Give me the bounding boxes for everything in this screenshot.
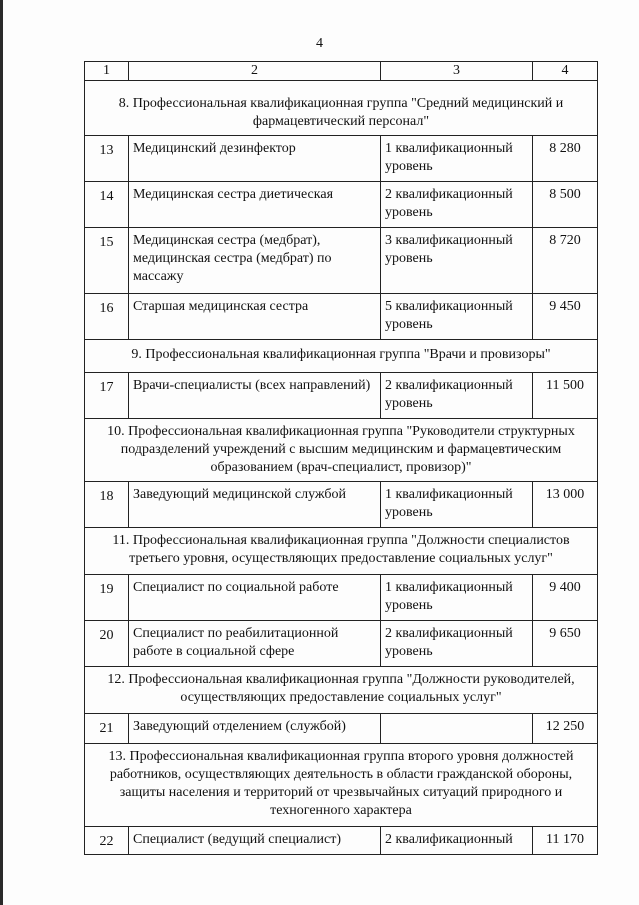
position-name: Старшая медицинская сестра <box>129 294 381 340</box>
table-row <box>85 714 598 744</box>
qualification-level: 2 квалификационный уровень <box>381 182 533 228</box>
position-name: Специалист по социальной работе <box>129 575 381 621</box>
group-row <box>85 340 598 373</box>
salary-value: 11 170 <box>533 827 598 855</box>
position-name: Медицинская сестра диетическая <box>129 182 381 228</box>
row-number: 13 <box>85 136 129 182</box>
group-title: 11. Профессиональная квалификационная группа "Должности специалистов третьего уровня, осуществляющих предоставление социальных услуг" <box>85 528 598 575</box>
group-row <box>85 667 598 714</box>
row-number: 17 <box>85 373 129 419</box>
salary-value: 9 450 <box>533 294 598 340</box>
group-row <box>85 419 598 482</box>
salary-value: 12 250 <box>533 714 598 744</box>
scan-edge <box>0 0 3 905</box>
salary-value: 8 500 <box>533 182 598 228</box>
page-number: 4 <box>316 36 323 51</box>
header-col-1: 1 <box>85 62 129 81</box>
position-name: Заведующий медицинской службой <box>129 482 381 528</box>
header-col-3: 3 <box>381 62 533 81</box>
position-name: Врачи-специалисты (всех направлений) <box>129 373 381 419</box>
qualification-level: 1 квалификационный уровень <box>381 136 533 182</box>
qualification-level: 2 квалификационный <box>381 827 533 855</box>
group-title: 13. Профессиональная квалификационная группа второго уровня должностей работников, осуществляющих деятельность в области гражданской обороны, защиты населения и территорий от чрезвычайных ситуаций природного и техногенного характера <box>85 744 598 827</box>
table-row <box>85 827 598 855</box>
table-row <box>85 373 598 419</box>
table-row <box>85 482 598 528</box>
salary-value: 11 500 <box>533 373 598 419</box>
table-row <box>85 228 598 294</box>
position-name: Специалист (ведущий специалист) <box>129 827 381 855</box>
row-number: 14 <box>85 182 129 228</box>
qualification-level <box>381 714 533 744</box>
header-col-4: 4 <box>533 62 598 81</box>
qualification-level: 3 квалификационный уровень <box>381 228 533 294</box>
group-row <box>85 744 598 827</box>
position-name: Заведующий отделением (службой) <box>129 714 381 744</box>
qualification-level: 2 квалификационный уровень <box>381 621 533 667</box>
position-name: Медицинский дезинфектор <box>129 136 381 182</box>
group-row <box>85 81 598 136</box>
group-title: 8. Профессиональная квалификационная группа "Средний медицинский и фармацевтический персонал" <box>85 81 598 136</box>
salary-value: 8 280 <box>533 136 598 182</box>
row-number: 20 <box>85 621 129 667</box>
group-title: 9. Профессиональная квалификационная группа "Врачи и провизоры" <box>85 340 598 373</box>
table-row <box>85 575 598 621</box>
table-row <box>85 136 598 182</box>
position-name: Медицинская сестра (медбрат), медицинская сестра (медбрат) по массажу <box>129 228 381 294</box>
salary-value: 9 400 <box>533 575 598 621</box>
qualification-level: 1 квалификационный уровень <box>381 482 533 528</box>
salary-value: 8 720 <box>533 228 598 294</box>
position-name: Специалист по реабилитационной работе в социальной сфере <box>129 621 381 667</box>
salary-value: 9 650 <box>533 621 598 667</box>
row-number: 21 <box>85 714 129 744</box>
row-number: 19 <box>85 575 129 621</box>
table-row <box>85 621 598 667</box>
qualification-level: 1 квалификационный уровень <box>381 575 533 621</box>
table-row <box>85 294 598 340</box>
group-row <box>85 528 598 575</box>
group-title: 12. Профессиональная квалификационная группа "Должности руководителей, осуществляющих предоставление социальных услуг" <box>85 667 598 714</box>
salary-value: 13 000 <box>533 482 598 528</box>
qualification-level: 2 квалификационный уровень <box>381 373 533 419</box>
salary-table <box>84 61 598 855</box>
table-row <box>85 182 598 228</box>
row-number: 18 <box>85 482 129 528</box>
table-header-row <box>85 62 598 81</box>
header-col-2: 2 <box>129 62 381 81</box>
row-number: 15 <box>85 228 129 294</box>
row-number: 22 <box>85 827 129 855</box>
qualification-level: 5 квалификационный уровень <box>381 294 533 340</box>
group-title: 10. Профессиональная квалификационная группа "Руководители структурных подразделений учреждений с высшим медицинским и фармацевтическим образованием (врач-специалист, провизор)" <box>85 419 598 482</box>
row-number: 16 <box>85 294 129 340</box>
